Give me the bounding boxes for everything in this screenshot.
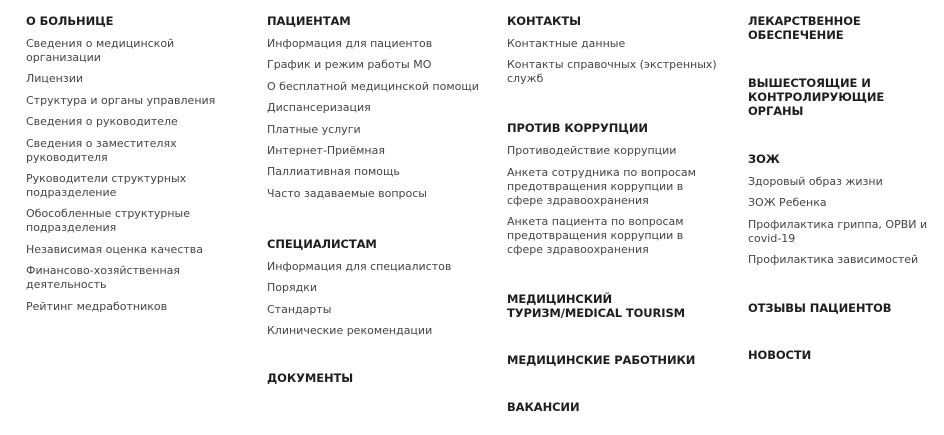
links-about-hospital	[26, 37, 241, 314]
link-employee-survey[interactable]: Анкета сотрудника по вопросам предотвращения коррупции в сфере здравоохранения	[507, 165, 696, 207]
link-procedures[interactable]: Порядки	[267, 281, 317, 295]
link-dispensary[interactable]: Диспансеризация	[267, 101, 371, 115]
links-patients	[267, 37, 482, 201]
heading-news[interactable]: НОВОСТИ	[748, 348, 812, 363]
link-quality-assessment[interactable]: Независимая оценка качества	[26, 242, 203, 256]
link-healthy-lifestyle[interactable]: Здоровый образ жизни	[748, 175, 883, 188]
links-specialists	[267, 260, 482, 338]
heading-documents[interactable]: ДОКУМЕНТЫ	[267, 370, 354, 385]
link-staff-rating[interactable]: Рейтинг медработников	[26, 299, 168, 313]
link-paid-services[interactable]: Платные услуги	[267, 122, 361, 136]
link-specialist-info[interactable]: Информация для специалистов	[267, 259, 452, 273]
link-anti-corruption[interactable]: Противодействие коррупции	[507, 144, 677, 158]
link-free-care[interactable]: О бесплатной медицинской помощи	[267, 79, 479, 93]
footer-column-other	[748, 14, 938, 394]
link-clinical-guidelines[interactable]: Клинические рекомендации	[267, 323, 433, 337]
link-schedule[interactable]: График и режим работы МО	[267, 58, 432, 72]
heading-contacts[interactable]: КОНТАКТЫ	[507, 14, 581, 28]
link-director-info[interactable]: Сведения о руководителе	[26, 115, 178, 129]
heading-about-hospital[interactable]: О БОЛЬНИЦЕ	[26, 14, 114, 28]
heading-patients[interactable]: ПАЦИЕНТАМ	[267, 14, 351, 28]
link-standards[interactable]: Стандарты	[267, 302, 332, 316]
heading-anti-corruption[interactable]: ПРОТИВ КОРРУПЦИИ	[507, 121, 648, 136]
heading-specialists[interactable]: СПЕЦИАЛИСТАМ	[267, 236, 377, 251]
heading-authorities[interactable]: ВЫШЕСТОЯЩИЕ И КОНТРОЛИРУЮЩИЕ ОРГАНЫ	[748, 76, 885, 118]
link-separate-departments[interactable]: Обособленные структурные подразделения	[26, 207, 191, 235]
link-patient-survey[interactable]: Анкета пациента по вопросам предотвращения коррупции в сфере здравоохранения	[507, 215, 684, 257]
heading-medical-workers[interactable]: МЕДИЦИНСКИЕ РАБОТНИКИ	[507, 353, 696, 368]
heading-vacancies[interactable]: ВАКАНСИИ	[507, 400, 580, 415]
link-faq[interactable]: Часто задаваемые вопросы	[267, 186, 427, 200]
link-flu-prevention[interactable]: Профилактика гриппа, ОРВИ и covid-19	[748, 217, 928, 245]
heading-healthy-lifestyle[interactable]: ЗОЖ	[748, 152, 780, 166]
link-licenses[interactable]: Лицензии	[26, 72, 84, 86]
link-palliative-care[interactable]: Паллиативная помощь	[267, 165, 400, 179]
heading-drug-supply[interactable]: ЛЕКАРСТВЕННОЕ ОБЕСПЕЧЕНИЕ	[748, 14, 861, 42]
link-patient-info[interactable]: Информация для пациентов	[267, 37, 433, 50]
footer-column-patients	[267, 14, 482, 417]
link-financial-activity[interactable]: Финансово-хозяйственная деятельность	[26, 264, 181, 292]
link-deputies-info[interactable]: Сведения о заместителях руководителя	[26, 136, 177, 164]
links-anti-corruption	[507, 144, 722, 257]
links-contacts	[507, 37, 722, 86]
links-healthy-lifestyle	[748, 175, 938, 267]
link-addiction-prevention[interactable]: Профилактика зависимостей	[748, 253, 919, 267]
link-emergency-contacts[interactable]: Контакты справочных (экстренных) служб	[507, 58, 717, 86]
heading-patient-reviews[interactable]: ОТЗЫВЫ ПАЦИЕНТОВ	[748, 301, 892, 316]
footer-column-hospital	[26, 14, 241, 346]
link-child-health[interactable]: ЗОЖ Ребенка	[748, 196, 827, 210]
heading-medical-tourism[interactable]: МЕДИЦИНСКИЙ ТУРИЗМ/MEDICAL TOURISM	[507, 292, 685, 321]
footer-column-contacts	[507, 14, 722, 435]
link-contact-data[interactable]: Контактные данные	[507, 37, 626, 50]
link-structure[interactable]: Структура и органы управления	[26, 93, 216, 107]
link-department-heads[interactable]: Руководители структурных подразделение	[26, 171, 187, 199]
link-medical-org-info[interactable]: Сведения о медицинской организации	[26, 37, 175, 64]
link-internet-reception[interactable]: Интернет-Приёмная	[267, 143, 385, 157]
